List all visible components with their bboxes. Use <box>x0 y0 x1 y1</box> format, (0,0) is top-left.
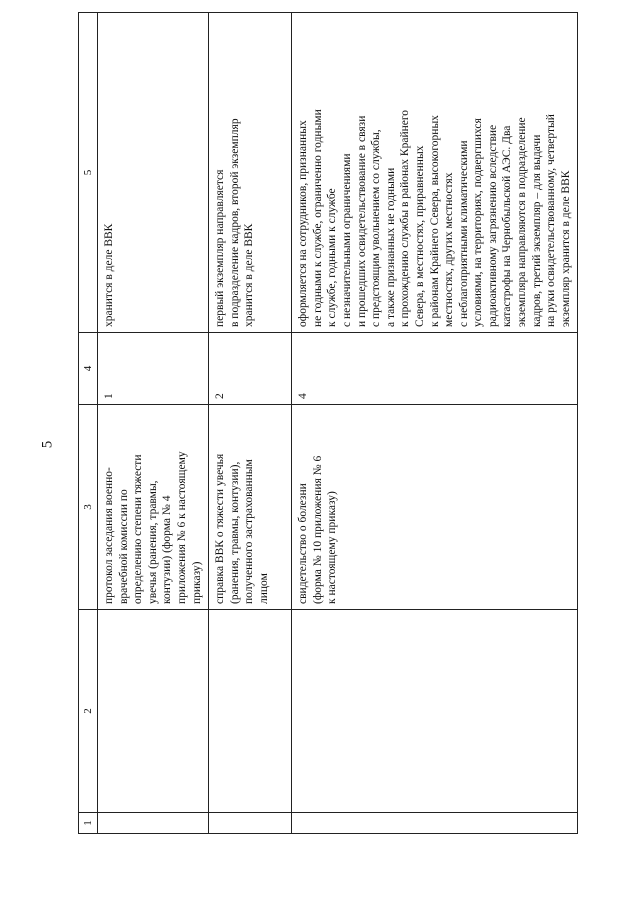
cell-col-2 <box>209 610 292 813</box>
cell-copies-count: 4 <box>292 333 578 405</box>
table-row <box>98 13 209 834</box>
header-row <box>79 13 98 834</box>
cell-copies-count: 2 <box>209 333 292 405</box>
header-col-5: 5 <box>79 13 98 333</box>
cell-col-1 <box>209 813 292 834</box>
table-row <box>209 13 292 834</box>
cell-col-1 <box>98 813 209 834</box>
cell-note: хранится в деле ВВК <box>98 13 209 333</box>
cell-note: первый экземпляр направляется в подразделение кадров, второй экземпляр хранится в деле ВВК <box>209 13 292 333</box>
cell-document-name: свидетельство о болезни (форма № 10 приложения № 6 к настоящему приказу) <box>292 405 578 610</box>
document-table <box>78 12 578 834</box>
cell-note: оформляется на сотрудников, признанных не годными к службе, ограниченно годными к службе, годными к службе с незначительными ограничениями и прошедших освидетельствование в связи с предстоящим увольнением со службы, а также признанных не годными к прохождению службы в районах Крайнего Севера, в местностях, приравненных к районам Крайнего Севера, высокогорных местностях, других местностях с неблагоприятными климатическими условиями, на территориях, подвергшихся радиоактивному загрязнению вследствие катастрофы на Чернобыльской АЭС. Два экземпляра направляются в подразделение кадров, третий экземпляр – для выдачи на руки освидетельствованному, четвертый экземпляр хранится в деле ВВК <box>292 13 578 333</box>
cell-copies-count: 1 <box>98 333 209 405</box>
cell-col-2 <box>292 610 578 813</box>
header-col-3: 3 <box>79 405 98 610</box>
rotated-table-container <box>78 38 572 834</box>
cell-document-name: протокол заседания военно- врачебной комиссии по определению степени тяжести увечья (ранения, травмы, контузии) (форма № 4 приложения № 6 к настоящему приказу) <box>98 405 209 610</box>
page-number: 5 <box>39 440 56 449</box>
header-col-4: 4 <box>79 333 98 405</box>
cell-col-2 <box>98 610 209 813</box>
header-col-2: 2 <box>79 610 98 813</box>
header-col-1: 1 <box>79 813 98 834</box>
table-row <box>292 13 578 834</box>
cell-document-name: справка ВВК о тяжести увечья (ранения, травмы, контузии), полученного застрахованным лицом <box>209 405 292 610</box>
cell-col-1 <box>292 813 578 834</box>
